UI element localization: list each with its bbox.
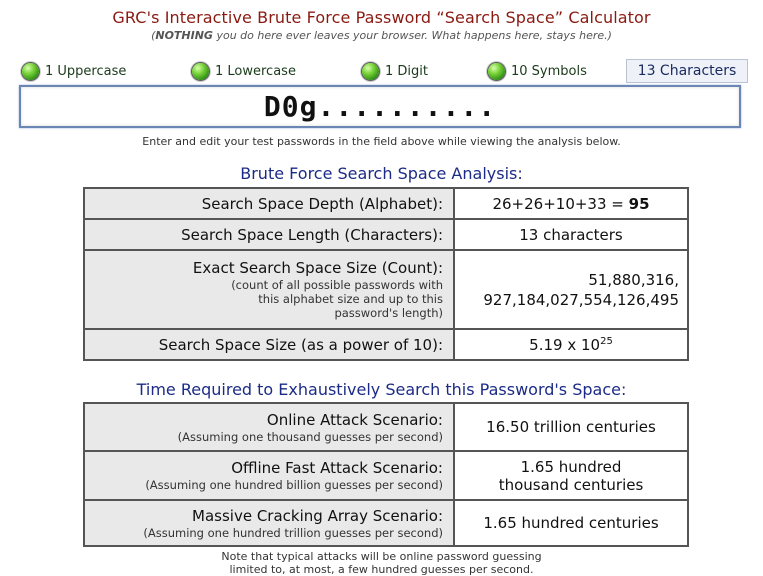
depth-total: 95 (628, 194, 650, 213)
green-check-orb-icon (192, 63, 209, 80)
green-check-orb-icon (22, 63, 39, 80)
exact-size-sublabel: (count of all possible passwords with this alphabet size and up to this password's length) (231, 278, 443, 320)
indicator-symbols-label: 10 Symbols (511, 63, 587, 79)
offline-label: Offline Fast Attack Scenario: (231, 459, 443, 477)
analysis-table (83, 187, 689, 361)
table-row (84, 403, 688, 451)
analysis-title: Brute Force Search Space Analysis: (240, 164, 523, 183)
online-label-cell (84, 403, 454, 451)
online-sublabel: (Assuming one thousand guesses per second) (177, 429, 443, 444)
massive-sublabel: (Assuming one hundred trillion guesses per second) (143, 525, 443, 540)
offline-value: 1.65 hundred thousand centuries (454, 451, 688, 500)
privacy-note: (NOTHING you do here ever leaves your browser. What happens here, stays here.) (151, 29, 612, 42)
offline-label-cell (84, 451, 454, 500)
table-row (84, 250, 688, 329)
indicator-digit-label: 1 Digit (385, 63, 428, 79)
time-title: Time Required to Exhaustively Search this Password's Space: (136, 380, 627, 399)
table-row (84, 500, 688, 546)
footnote (0, 550, 763, 576)
depth-label: Search Space Depth (Alphabet): (84, 188, 454, 219)
massive-value: 1.65 hundred centuries (454, 500, 688, 546)
indicator-uppercase-label: 1 Uppercase (45, 63, 127, 79)
exact-size-label-cell (84, 250, 454, 329)
criteria-indicators (0, 59, 763, 83)
table-row (84, 219, 688, 250)
password-hint: Enter and edit your test passwords in the field above while viewing the analysis below. (142, 135, 621, 148)
massive-label: Massive Cracking Array Scenario: (192, 506, 443, 525)
page-title: GRC's Interactive Brute Force Password “Search Space” Calculator (112, 8, 651, 27)
exact-size-value-line2: 927,184,027,554,126,495 (483, 290, 679, 309)
footnote-line1: Note that typical attacks will be online password guessing (221, 550, 542, 563)
length-value: 13 characters (454, 219, 688, 250)
indicator-symbols (488, 59, 587, 83)
depth-value: 26+26+10+33 = 95 (454, 188, 688, 219)
exact-size-label: Exact Search Space Size (Count): (192, 259, 443, 277)
power-exponent: 25 (600, 335, 613, 347)
online-value: 16.50 trillion centuries (454, 403, 688, 451)
offline-sublabel: (Assuming one hundred billion guesses per second) (145, 478, 443, 492)
password-input[interactable]: D0g.......... (19, 85, 741, 128)
green-check-orb-icon (362, 63, 379, 80)
power-value: 5.19 x $10^{25}$ (454, 329, 688, 360)
table-row (84, 329, 688, 360)
online-label: Online Attack Scenario: (266, 410, 443, 429)
table-row (84, 188, 688, 219)
footnote-line2: limited to, at most, a few hundred guesses per second. (229, 563, 534, 576)
indicator-uppercase (22, 59, 126, 83)
character-count-badge: 13 Characters (626, 59, 748, 83)
indicator-digit (362, 59, 428, 83)
indicator-lowercase (192, 59, 296, 83)
time-table (83, 402, 689, 547)
exact-size-value (454, 250, 688, 329)
privacy-note-emphasis: NOTHING (155, 29, 213, 42)
indicator-lowercase-label: 1 Lowercase (215, 63, 296, 79)
table-row (84, 451, 688, 500)
massive-label-cell (84, 500, 454, 546)
length-label: Search Space Length (Characters): (84, 219, 454, 250)
power-label: Search Space Size (as a power of 10): (84, 329, 454, 360)
green-check-orb-icon (488, 63, 505, 80)
exact-size-value-line1: 51,880,316, (588, 270, 679, 289)
